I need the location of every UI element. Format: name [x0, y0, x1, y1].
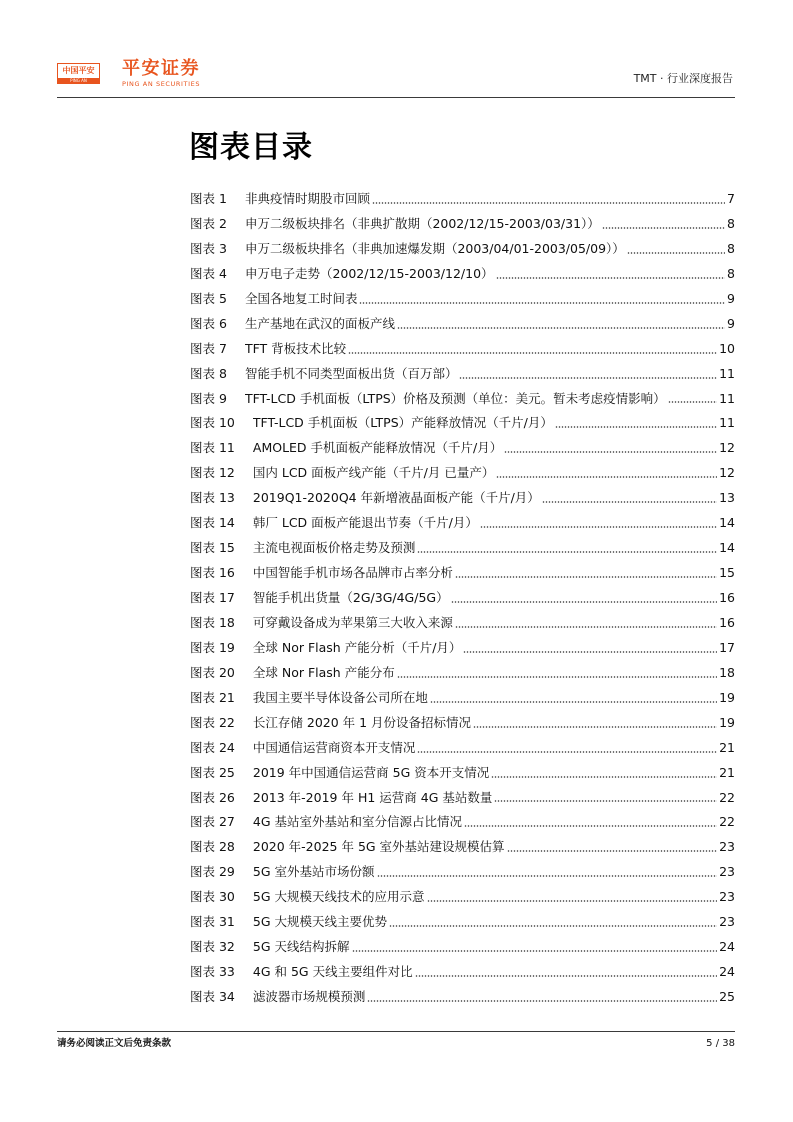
toc-entry[interactable] [190, 835, 735, 860]
toc-entry-title: TFT-LCD 手机面板（LTPS）产能释放情况（千片/月） [252, 415, 553, 431]
toc-dot-leader [430, 701, 717, 703]
toc-entry-label: 图表 33 [190, 964, 235, 980]
toc-dot-leader [427, 900, 718, 902]
toc-entry-title: 4G 基站室外基站和室分信源占比情况 [252, 814, 463, 830]
toc-entry-label: 图表 18 [190, 614, 235, 630]
toc-entry-label: 图表 3 [190, 240, 227, 256]
toc-entry-title: TFT 背板技术比较 [244, 340, 347, 356]
toc-entry[interactable] [190, 761, 735, 786]
toc-dot-leader [463, 651, 717, 653]
toc-entry[interactable] [190, 511, 735, 536]
toc-entry[interactable] [190, 486, 735, 511]
toc-entry-title: 全国各地复工时间表 [244, 290, 358, 306]
logo-mark-subtext: PING AN [58, 78, 99, 83]
brand-name-english: PING AN SECURITIES [122, 80, 201, 88]
toc-entry-title: 2013 年-2019 年 H1 运营商 4G 基站数量 [252, 789, 493, 805]
toc-entry-page-number: 21 [719, 739, 735, 755]
toc-entry-page-number: 14 [719, 540, 735, 556]
toc-entry-label: 图表 34 [190, 989, 235, 1004]
toc-entry-title: 智能手机不同类型面板出货（百万部） [244, 365, 458, 381]
toc-dot-leader [377, 875, 718, 877]
toc-entry-label: 图表 28 [190, 839, 235, 855]
toc-entry-page-number: 11 [719, 365, 735, 381]
toc-dot-leader [415, 975, 718, 977]
toc-dot-leader [602, 227, 725, 229]
toc-entry-title: 全球 Nor Flash 产能分析（千片/月） [252, 639, 462, 655]
toc-entry-page-number: 8 [727, 240, 735, 256]
toc-dot-leader [397, 327, 725, 329]
logo-mark-text: 中国平安 [62, 66, 95, 75]
toc-entry[interactable] [190, 237, 735, 262]
toc-dot-leader [494, 800, 717, 802]
toc-entry[interactable] [190, 935, 735, 960]
toc-entry-title: 我国主要半导体设备公司所在地 [252, 689, 428, 705]
toc-entry-page-number: 8 [727, 215, 735, 231]
toc-entry[interactable] [190, 287, 735, 312]
toc-entry-page-number: 14 [719, 515, 735, 531]
toc-entry-page-number: 25 [719, 989, 735, 1004]
toc-entry-title: 韩厂 LCD 面板产能退出节奏（千片/月） [252, 515, 478, 531]
toc-entry-label: 图表 25 [190, 764, 235, 780]
toc-entry-page-number: 10 [719, 340, 735, 356]
toc-entry-title: 国内 LCD 面板产线产能（千片/月 已量产） [252, 465, 495, 481]
toc-dot-leader [627, 252, 725, 254]
toc-entry-title: 智能手机出货量（2G/3G/4G/5G） [252, 590, 449, 605]
toc-entry-label: 图表 32 [190, 939, 235, 955]
toc-entry-title: 长江存储 2020 年 1 月份设备招标情况 [252, 714, 472, 730]
toc-entry-page-number: 24 [719, 939, 735, 955]
toc-dot-leader [504, 451, 717, 453]
toc-entry-label: 图表 30 [190, 889, 235, 905]
toc-entry-title: 5G 大规模天线技术的应用示意 [252, 889, 425, 905]
toc-dot-leader [491, 776, 717, 778]
toc-dot-leader [459, 377, 717, 379]
toc-entry[interactable] [190, 187, 735, 212]
toc-entry[interactable] [190, 985, 735, 1010]
toc-dot-leader [359, 302, 725, 304]
toc-entry-label: 图表 10 [190, 415, 235, 431]
toc-entry-title: 非典疫情时期股市回顾 [244, 191, 370, 206]
toc-entry[interactable] [190, 411, 735, 436]
toc-entry-label: 图表 26 [190, 789, 235, 805]
toc-dot-leader [352, 950, 718, 952]
toc-dot-leader [397, 676, 717, 678]
toc-entry-page-number: 19 [719, 689, 735, 705]
toc-entry-page-number: 22 [719, 814, 735, 830]
toc-entry-label: 图表 24 [190, 739, 235, 755]
toc-entry-title: 2020 年-2025 年 5G 室外基站建设规模估算 [252, 839, 505, 855]
toc-entry-page-number: 7 [727, 191, 735, 206]
toc-dot-leader [455, 626, 717, 628]
brand-name-chinese: 平安证券 [122, 58, 200, 79]
toc-entry[interactable] [190, 611, 735, 636]
toc-entry-label: 图表 31 [190, 914, 235, 930]
toc-entry-label: 图表 22 [190, 714, 235, 730]
toc-dot-leader [451, 601, 718, 603]
toc-entry-title: 申万电子走势（2002/12/15-2003/12/10） [244, 265, 494, 281]
toc-entry-label: 图表 13 [190, 490, 235, 506]
toc-entry-page-number: 18 [719, 664, 735, 680]
toc-entry-page-number: 19 [719, 714, 735, 730]
toc-entry-title: TFT-LCD 手机面板（LTPS）价格及预测（单位：美元。暂未考虑疫情影响） [244, 390, 666, 406]
toc-entry[interactable] [190, 786, 735, 811]
toc-dot-leader [668, 401, 717, 403]
toc-entry-label: 图表 5 [190, 290, 227, 306]
page-indicator: 5 / 38 [706, 1038, 735, 1049]
toc-entry-label: 图表 14 [190, 515, 235, 531]
toc-dot-leader [496, 277, 725, 279]
toc-entry-label: 图表 1 [190, 191, 227, 206]
toc-entry-page-number: 22 [719, 789, 735, 805]
toc-entry[interactable] [190, 736, 735, 761]
toc-entry[interactable] [190, 686, 735, 711]
toc-dot-leader [496, 476, 717, 478]
toc-entry-title: 全球 Nor Flash 产能分布 [252, 664, 395, 680]
toc-entry[interactable] [190, 262, 735, 287]
toc-entry-label: 图表 2 [190, 215, 227, 231]
toc-entry[interactable] [190, 212, 735, 237]
toc-dot-leader [542, 501, 717, 503]
toc-entry-label: 图表 16 [190, 565, 235, 581]
toc-entry[interactable] [190, 312, 735, 337]
toc-entry[interactable] [190, 337, 735, 362]
toc-entry[interactable] [190, 810, 735, 835]
toc-entry-label: 图表 20 [190, 664, 235, 680]
toc-entry-label: 图表 8 [190, 365, 227, 381]
toc-entry[interactable] [190, 387, 735, 412]
toc-entry-label: 图表 6 [190, 315, 227, 331]
toc-dot-leader [555, 426, 717, 428]
toc-entry-title: 2019Q1-2020Q4 年新增液晶面板产能（千片/月） [252, 490, 540, 506]
footer-divider [57, 1031, 735, 1032]
toc-entry-page-number: 9 [727, 290, 735, 306]
toc-entry-title: 5G 大规模天线主要优势 [252, 914, 388, 930]
toc-entry[interactable] [190, 436, 735, 461]
toc-entry-title: 5G 天线结构拆解 [252, 939, 350, 955]
ping-an-logo-mark [57, 63, 100, 84]
toc-entry[interactable] [190, 362, 735, 387]
toc-entry-label: 图表 21 [190, 689, 235, 705]
toc-dot-leader [367, 1000, 717, 1002]
toc-dot-leader [480, 526, 717, 528]
toc-entry-label: 图表 27 [190, 814, 235, 830]
toc-dot-leader [348, 352, 717, 354]
toc-entry-page-number: 16 [719, 590, 735, 605]
toc-entry-page-number: 21 [719, 764, 735, 780]
toc-entry[interactable] [190, 461, 735, 486]
toc-entry[interactable] [190, 711, 735, 736]
toc-entry-page-number: 17 [719, 639, 735, 655]
toc-entry[interactable] [190, 860, 735, 885]
toc-entry-label: 图表 29 [190, 864, 235, 880]
toc-entry-title: 中国智能手机市场各品牌市占率分析 [252, 565, 453, 581]
toc-dot-leader [417, 751, 717, 753]
toc-dot-leader [464, 825, 717, 827]
toc-entry-page-number: 15 [719, 565, 735, 581]
toc-entry[interactable] [190, 561, 735, 586]
toc-entry-page-number: 13 [719, 490, 735, 506]
toc-entry-page-number: 8 [727, 265, 735, 281]
toc-entry-title: 4G 和 5G 天线主要组件对比 [252, 964, 413, 980]
toc-entry-title: 生产基地在武汉的面板产线 [244, 315, 395, 331]
page-title: 图表目录 [189, 130, 313, 165]
toc-entry-label: 图表 15 [190, 540, 235, 556]
toc-entry-page-number: 11 [719, 415, 735, 431]
toc-entry-page-number: 12 [719, 465, 735, 481]
toc-entry[interactable] [190, 661, 735, 686]
toc-entry-page-number: 9 [727, 315, 735, 331]
toc-entry[interactable] [190, 636, 735, 661]
toc-dot-leader [372, 202, 725, 204]
toc-entry-page-number: 23 [719, 864, 735, 880]
toc-dot-leader [389, 925, 717, 927]
toc-entry-page-number: 12 [719, 440, 735, 456]
toc-entry[interactable] [190, 536, 735, 561]
toc-entry-label: 图表 4 [190, 265, 227, 281]
toc-entry-page-number: 23 [719, 889, 735, 905]
toc-entry-label: 图表 17 [190, 590, 235, 605]
toc-dot-leader [473, 726, 717, 728]
figure-index-list [190, 187, 735, 1010]
toc-entry-title: 中国通信运营商资本开支情况 [252, 739, 416, 755]
toc-entry-label: 图表 12 [190, 465, 235, 481]
toc-dot-leader [507, 850, 718, 852]
toc-entry-title: 申万二级板块排名（非典加速爆发期（2003/04/01-2003/05/09）） [244, 240, 625, 256]
report-type-label: TMT · 行业深度报告 [633, 72, 733, 85]
toc-entry-title: 申万二级板块排名（非典扩散期（2002/12/15-2003/03/31）） [244, 215, 600, 231]
toc-entry-title: AMOLED 手机面板产能释放情况（千片/月） [252, 440, 503, 456]
toc-entry-title: 主流电视面板价格走势及预测 [252, 540, 416, 556]
toc-entry[interactable] [190, 885, 735, 910]
toc-entry-title: 滤波器市场规模预测 [252, 989, 366, 1004]
toc-entry-page-number: 16 [719, 614, 735, 630]
toc-entry-label: 图表 19 [190, 639, 235, 655]
toc-entry-page-number: 23 [719, 914, 735, 930]
toc-entry-title: 可穿戴设备成为苹果第三大收入来源 [252, 614, 453, 630]
toc-dot-leader [455, 576, 717, 578]
toc-entry-title: 2019 年中国通信运营商 5G 资本开支情况 [252, 764, 490, 780]
toc-entry-label: 图表 7 [190, 340, 227, 356]
toc-entry-label: 图表 9 [190, 390, 227, 406]
toc-entry-title: 5G 室外基站市场份额 [252, 864, 375, 880]
footer-disclaimer: 请务必阅读正文后免责条款 [57, 1038, 172, 1049]
header-divider [57, 97, 735, 98]
toc-entry-page-number: 23 [719, 839, 735, 855]
toc-entry[interactable] [190, 910, 735, 935]
toc-entry[interactable] [190, 586, 735, 611]
toc-entry[interactable] [190, 960, 735, 985]
toc-entry-page-number: 11 [719, 390, 735, 406]
toc-entry-page-number: 24 [719, 964, 735, 980]
toc-entry-label: 图表 11 [190, 440, 235, 456]
toc-dot-leader [417, 551, 717, 553]
